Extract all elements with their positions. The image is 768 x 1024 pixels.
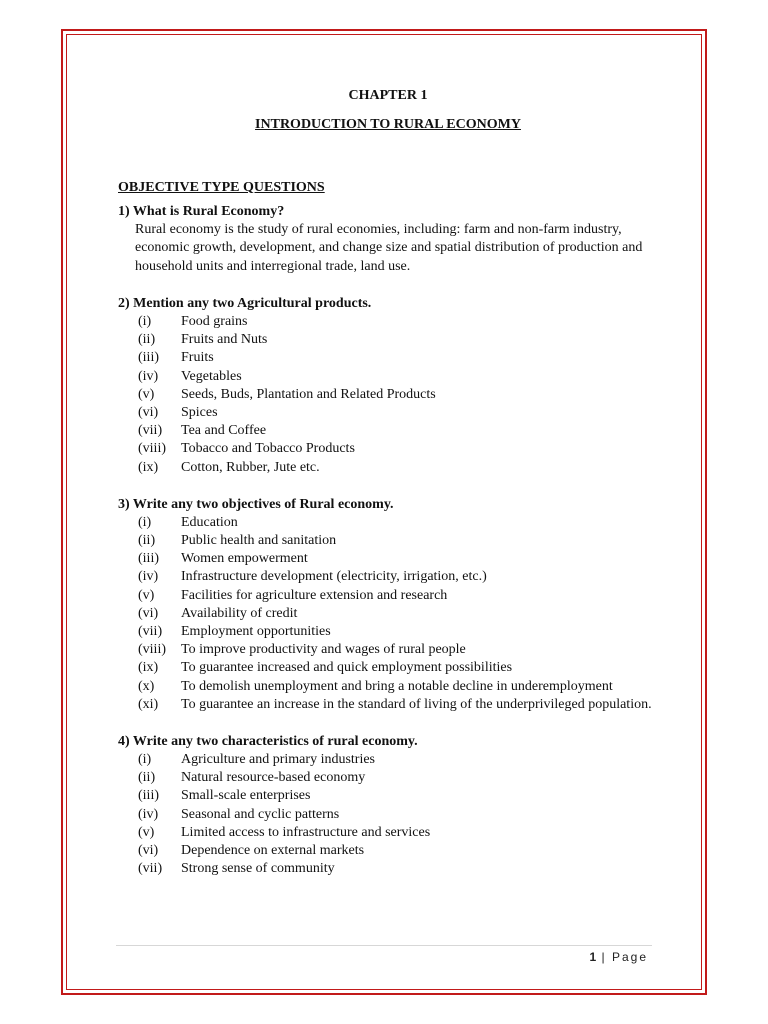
list-item-number: (vii) xyxy=(138,423,163,439)
list-item xyxy=(138,860,658,878)
list-item xyxy=(138,824,658,842)
list-item-text: To guarantee an increase in the standard of living of the underprivileged population. xyxy=(181,696,652,712)
list-item xyxy=(138,313,658,331)
list-item-text: Limited access to infrastructure and services xyxy=(181,824,431,840)
list-item-text: Cotton, Rubber, Jute etc. xyxy=(181,459,320,475)
question-4 xyxy=(118,733,658,878)
list-item-number: (v) xyxy=(138,587,155,603)
list-item xyxy=(138,368,658,386)
list-item-number: (v) xyxy=(138,824,155,840)
list-item-text: Strong sense of community xyxy=(181,861,335,877)
list-item-text: To demolish unemployment and bring a notable decline in underemployment xyxy=(181,678,613,694)
list-item-number: (i) xyxy=(138,751,152,767)
list-item-text: Seasonal and cyclic patterns xyxy=(181,806,340,822)
list-item-text: Food grains xyxy=(181,313,248,329)
list-item-text: Public health and sanitation xyxy=(181,532,337,548)
list-item xyxy=(138,331,658,349)
list-item-number: (iv) xyxy=(138,806,159,822)
list-item-text: Women empowerment xyxy=(181,551,308,567)
list-item-text: Infrastructure development (electricity, irrigation, etc.) xyxy=(181,569,487,585)
list-item-text: Education xyxy=(181,514,238,530)
list-item-number: (vi) xyxy=(138,842,159,858)
list-item xyxy=(138,349,658,367)
list-item-text: Vegetables xyxy=(181,368,242,384)
list-item-number: (ix) xyxy=(138,660,159,676)
list-item xyxy=(138,787,658,805)
list-item xyxy=(138,514,658,532)
list-item-text: Tobacco and Tobacco Products xyxy=(181,441,355,457)
list-item-number: (xi) xyxy=(138,696,159,712)
list-item xyxy=(138,404,658,422)
list-item xyxy=(138,751,658,769)
list-item-number: (iv) xyxy=(138,569,159,585)
list-item-text: To guarantee increased and quick employment possibilities xyxy=(181,660,513,676)
list-item-text: Fruits xyxy=(181,350,214,366)
question-title: 4) Write any two characteristics of rural economy. xyxy=(118,733,418,749)
list-item-text: Spices xyxy=(181,404,218,420)
question-3 xyxy=(118,496,658,714)
list-item-number: (ix) xyxy=(138,459,159,475)
answer-list xyxy=(118,313,658,477)
question-title: 2) Mention any two Agricultural products. xyxy=(118,295,372,311)
list-item-number: (viii) xyxy=(138,441,166,457)
page-number: 1 xyxy=(589,950,597,964)
document-body xyxy=(118,86,658,878)
list-item-text: Dependence on external markets xyxy=(181,842,365,858)
list-item xyxy=(138,605,658,623)
list-item xyxy=(138,568,658,586)
list-item xyxy=(138,587,658,605)
list-item xyxy=(138,386,658,404)
list-item-text: Facilities for agriculture extension and research xyxy=(181,587,448,603)
list-item-number: (viii) xyxy=(138,642,166,658)
chapter-heading: CHAPTER 1 xyxy=(348,88,428,103)
list-item xyxy=(138,422,658,440)
questions xyxy=(118,203,658,878)
question-1 xyxy=(118,203,658,276)
list-item-text: Tea and Coffee xyxy=(181,423,267,439)
list-item-number: (i) xyxy=(138,313,152,329)
list-item xyxy=(138,459,658,477)
list-item xyxy=(138,659,658,677)
list-item xyxy=(138,550,658,568)
question-answer: Rural economy is the study of rural economies, including: farm and non-farm industry, economic growth, development, and change size and spatial distribution of production and household units and interregional trade, land use. xyxy=(135,222,643,274)
list-item xyxy=(138,769,658,787)
question-title: 1) What is Rural Economy? xyxy=(118,204,285,219)
list-item-number: (ii) xyxy=(138,532,156,548)
list-item-number: (i) xyxy=(138,514,152,530)
answer-list xyxy=(118,751,658,878)
list-item-number: (vi) xyxy=(138,605,159,621)
answer-list xyxy=(118,514,658,714)
list-item xyxy=(138,842,658,860)
list-item-text: Natural resource-based economy xyxy=(181,770,366,786)
list-item-number: (iv) xyxy=(138,368,159,384)
question-title: 3) Write any two objectives of Rural economy. xyxy=(118,496,394,512)
list-item-number: (iii) xyxy=(138,551,159,567)
list-item xyxy=(138,440,658,458)
list-item xyxy=(138,641,658,659)
list-item xyxy=(138,532,658,550)
page-label: Page xyxy=(611,950,648,964)
list-item xyxy=(138,806,658,824)
list-item-text: Employment opportunities xyxy=(181,623,331,639)
list-item xyxy=(138,623,658,641)
list-item-number: (iii) xyxy=(138,350,159,366)
section-heading: OBJECTIVE TYPE QUESTIONS xyxy=(118,180,325,195)
page-footer xyxy=(589,950,648,964)
question-2 xyxy=(118,295,658,477)
list-item-text: Small-scale enterprises xyxy=(181,788,311,804)
list-item-number: (v) xyxy=(138,386,155,402)
list-item-text: Agriculture and primary industries xyxy=(181,751,376,767)
list-item-number: (ii) xyxy=(138,770,156,786)
list-item-text: Fruits and Nuts xyxy=(181,332,268,348)
footer-divider xyxy=(116,945,652,946)
list-item-text: To improve productivity and wages of rural people xyxy=(181,642,466,658)
list-item-number: (iii) xyxy=(138,788,159,804)
list-item-number: (x) xyxy=(138,678,155,694)
list-item-number: (vii) xyxy=(138,861,163,877)
list-item xyxy=(138,678,658,696)
list-item-text: Availability of credit xyxy=(181,605,298,621)
list-item xyxy=(138,696,658,714)
footer-separator: | xyxy=(601,950,607,964)
list-item-number: (ii) xyxy=(138,332,156,348)
list-item-text: Seeds, Buds, Plantation and Related Products xyxy=(181,386,436,402)
list-item-number: (vii) xyxy=(138,623,163,639)
list-item-number: (vi) xyxy=(138,404,159,420)
chapter-title: INTRODUCTION TO RURAL ECONOMY xyxy=(255,117,521,132)
